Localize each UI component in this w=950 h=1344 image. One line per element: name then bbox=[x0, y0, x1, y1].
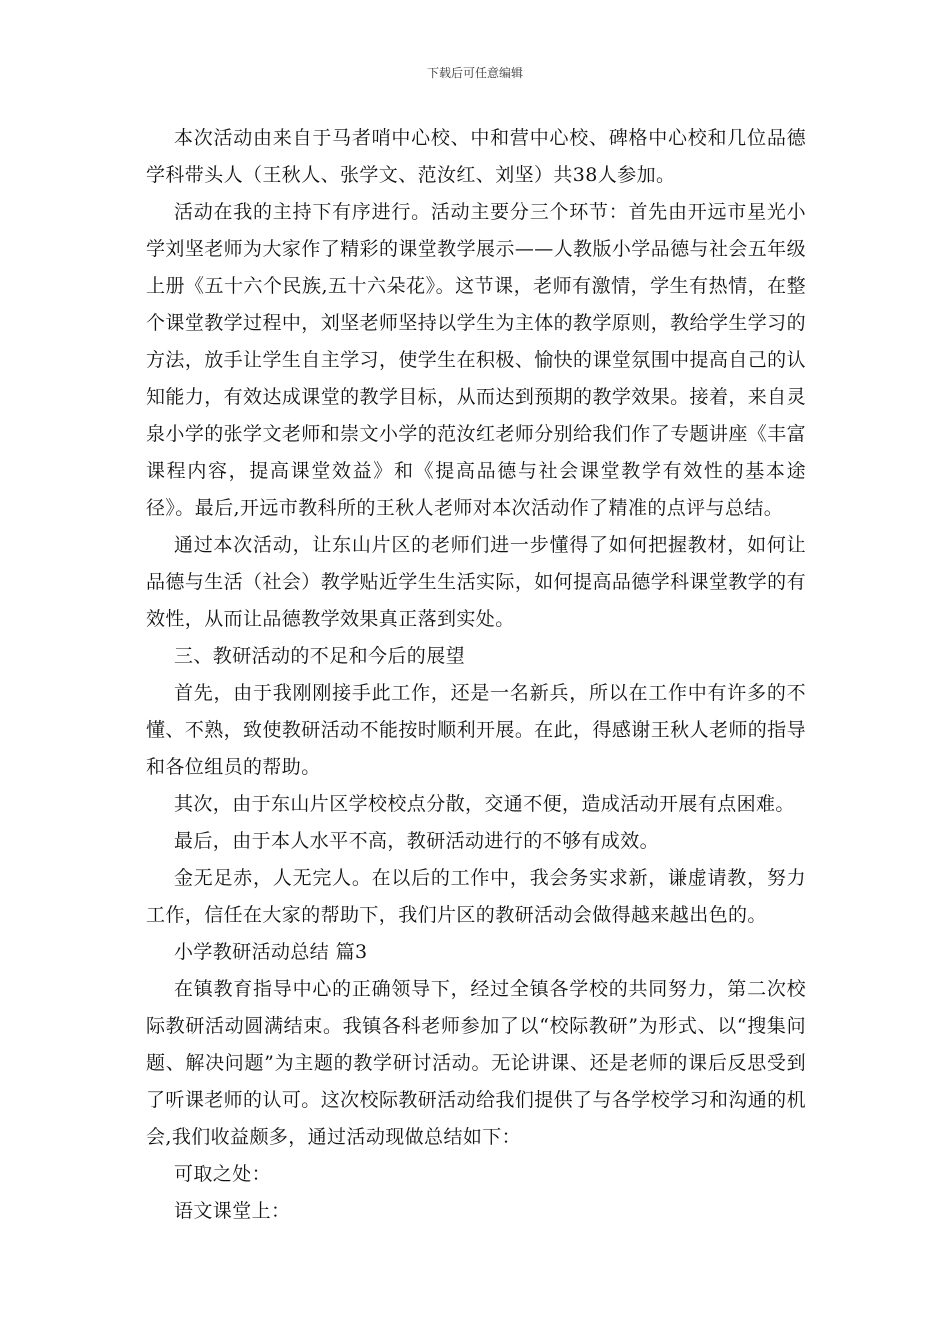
paragraph-activity-process: 活动在我的主持下有序进行。活动主要分三个环节：首先由开远市星光小学刘坚老师为大家作了精彩的课堂教学展示——人教版小学品德与社会五年级上册《五十六个民族,五十六朵花》。这节课，老师有激情，学生有热情，在整个课堂教学过程中，刘坚老师坚持以学生为主体的教学原则，教给学生学习的方法，放手让学生自主学习，使学生在积极、愉快的课堂氛围中提高自己的认知能力，有效达成课堂的教学目标，从而达到预期的教学效果。接着，来自灵泉小学的张学文老师和崇文小学的范汝红老师分别给我们作了专题讲座《丰富课程内容，提高课堂效益》和《提高品德与社会课堂教学有效性的基本途径》。最后,开远市教科所的王秋人老师对本次活动作了精准的点评与总结。 bbox=[146, 201, 806, 519]
paragraph-activity-outcome: 通过本次活动，让东山片区的老师们进一步懂得了如何把握教材，如何让品德与生活（社会）教学贴近学生生活实际，如何提高品德学科课堂教学的有效性，从而让品德教学效果真正落到实处。 bbox=[146, 534, 806, 630]
section-heading-shortcomings: 三、教研活动的不足和今后的展望 bbox=[174, 645, 466, 667]
document-body bbox=[146, 120, 806, 1230]
paragraph-closing: 金无足赤，人无完人。在以后的工作中，我会务实求新，谦虚请教，努力工作，信任在大家的帮助下，我们片区的教研活动会做得越来越出色的。 bbox=[146, 867, 806, 926]
paragraph-participants: 本次活动由来自于马者哨中心校、中和营中心校、碑格中心校和几位品德学科带头人（王秋人、张学文、范汝红、刘坚）共38人参加。 bbox=[146, 127, 806, 186]
paragraph-third-point: 最后，由于本人水平不高，教研活动进行的不够有成效。 bbox=[174, 830, 660, 852]
paragraph-chinese-class-label: 语文课堂上： bbox=[174, 1200, 291, 1222]
paragraph-second-point: 其次，由于东山片区学校校点分散，交通不便，造成活动开展有点困难。 bbox=[174, 793, 795, 815]
paragraph-strengths-label: 可取之处： bbox=[174, 1163, 272, 1185]
page-header: 下载后可任意编辑 bbox=[426, 66, 523, 80]
section-title-part3: 小学教研活动总结 篇3 bbox=[174, 941, 368, 963]
paragraph-part3-intro: 在镇教育指导中心的正确领导下，经过全镇各学校的共同努力，第二次校际教研活动圆满结束。我镇各科老师参加了以“校际教研”为形式、以“搜集问题、解决问题”为主题的教学研讨活动。无论讲课、还是老师的课后反思受到了听课老师的认可。这次校际教研活动给我们提供了与各学校学习和沟通的机会,我们收益颇多，通过活动现做总结如下： bbox=[146, 978, 806, 1148]
paragraph-first-point: 首先，由于我刚刚接手此工作，还是一名新兵，所以在工作中有许多的不懂、不熟，致使教研活动不能按时顺利开展。在此，得感谢王秋人老师的指导和各位组员的帮助。 bbox=[146, 682, 806, 778]
